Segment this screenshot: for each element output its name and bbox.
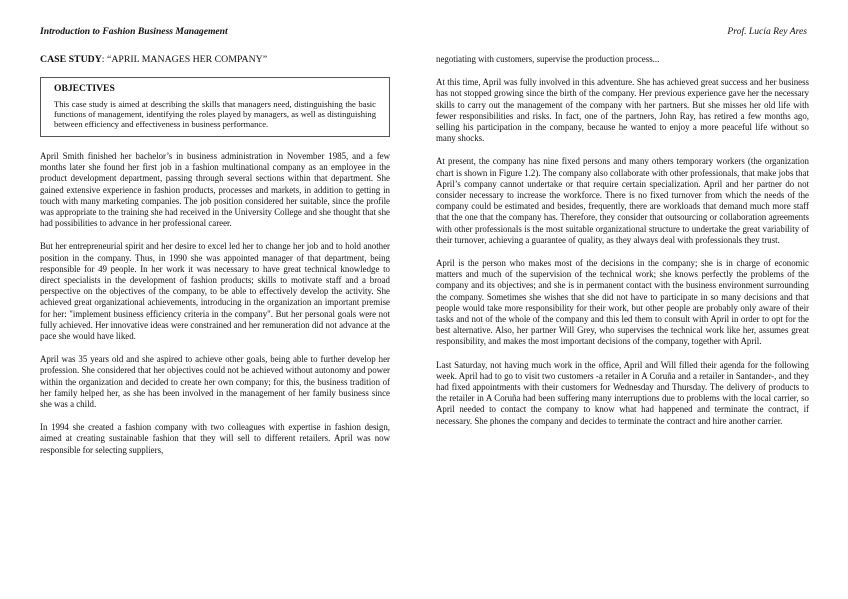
case-study-title <box>40 54 390 65</box>
right-column <box>436 54 809 439</box>
paragraph: April is the person who makes most of the decisions in the company; she is in charge of economic matters and much of the supervision of the technical work; she knows perfectly the problems of the company and its objectives; and she is in permanent contact with the business environment surrounding the company. Sometimes she wishes that she did not have to participate in so many decisions and that people would take more responsibility for their work, but other people are probably only aware of their tasks and not of the whole of the company and this led them to consult with April in order to opt for the best alternative. Also, her partner Will Grey, who supervises the technical work like her, assumes great responsibility, and makes the most important decisions of the company, together with April. <box>436 258 809 347</box>
left-column <box>40 54 390 468</box>
paragraph: negotiating with customers, supervise the production process... <box>436 54 660 64</box>
objectives-heading: OBJECTIVES <box>54 83 115 94</box>
objectives-text: This case study is aimed at describing the skills that managers need, distinguishing the basic functions of management, identifying the roles played by managers, as well as distinguishing between efficiency and effectiveness in business performance. <box>54 99 376 129</box>
paragraph: But her entrepreneurial spirit and her desire to excel led her to change her job and to hold another position in the company. Thus, in 1990 she was appointed manager of that department, being responsible for 49 people. In her work it was necessary to have great technical knowledge to direct specialists in the development of fashion products; skills to motivate staff and a broad perspective on the objectives of the company, to be able to effectively develop the activity. She achieved great organizational achievements, introducing in the organization an important premise for her: "implement business efficiency criteria in the company". But her personal goals were not fully achieved. Her innovative ideas were constrained and her remuneration did not advance at the pace she would have liked. <box>40 241 390 342</box>
paragraph: April was 35 years old and she aspired to achieve other goals, being able to further develop her profession. She considered that her objectives could not be achieved without autonomy and power within the organization and decided to create her own company; for this, the business tradition of her family helped her, as she has been involved in the management of her family business since she was a child. <box>40 354 390 410</box>
paragraph: At this time, April was fully involved in this adventure. She has achieved great success and her business has not stopped growing since the birth of the company. Her previous experience gave her the necessary skills to carry out the management of the company with her partners. But she misses her old life with fewer responsibilities and risks. In fact, one of the partners, John Ray, has retired a few months ago, selling his participation in the company, because he wanted to enjoy a more peaceful life without so many shocks. <box>436 77 809 144</box>
case-study-name: : “APRIL MANAGES HER COMPANY” <box>101 54 268 65</box>
objectives-box <box>40 77 390 137</box>
case-study-label: CASE STUDY <box>40 54 102 65</box>
paragraph: In 1994 she created a fashion company with two colleagues with expertise in fashion design, aimed at creating sustainable fashion that they will sell to different retailers. April was now responsible for selecting suppliers, <box>40 422 390 455</box>
paragraph: April Smith finished her bachelor’s in business administration in November 1985, and a few months later she found her first job in a fashion multinational company as an employee in the product development department, passing through several sections within that department. She gained extensive experience in fashion products, processes and markets, in addition to getting in touch with many marketing companies. The job position considered her suitable, since the profile was appropriate to the training she had received in the University College and she thought that she had possibilities to advance in her professional career. <box>40 151 390 229</box>
header-course-title: Introduction to Fashion Business Management <box>40 26 228 37</box>
paragraph: At present, the company has nine fixed persons and many others temporary workers (the organization chart is shown in Figure 1.2). The company also collaborate with other professionals, that make jobs that April’s company cannot undertake or that require certain specialization. April and her partner do not consider necessary to increase the workforce. There is no fixed turnover from which the needs of the company could be estimated and besides, frequently, there are workloads that demand much more staff that the one that the company has. Therefore, they consider that outsourcing or collaboration agreements with other professionals is the most suitable organizational structure to undertake the great variability of their turnover, achieving a guarantee of quality, as they always deal with professionals they trust. <box>436 156 809 245</box>
paragraph: Last Saturday, not having much work in the office, April and Will filled their agenda for the following week. April had to go to visit two customers -a retailer in A Coruña and a retailer in Santander-, and they had fixed appointments with their customers for Wednesday and Thursday. The delivery of products to the retailer in A Coruña had been suffering many interruptions due to problems with the local carrier, so April needed to contact the company to know what had happened and terminate the contract, if necessary. She phones the company and decides to terminate the contract and hire another carrier. <box>436 359 809 426</box>
header-author: Prof. Lucía Rey Ares <box>727 26 807 37</box>
